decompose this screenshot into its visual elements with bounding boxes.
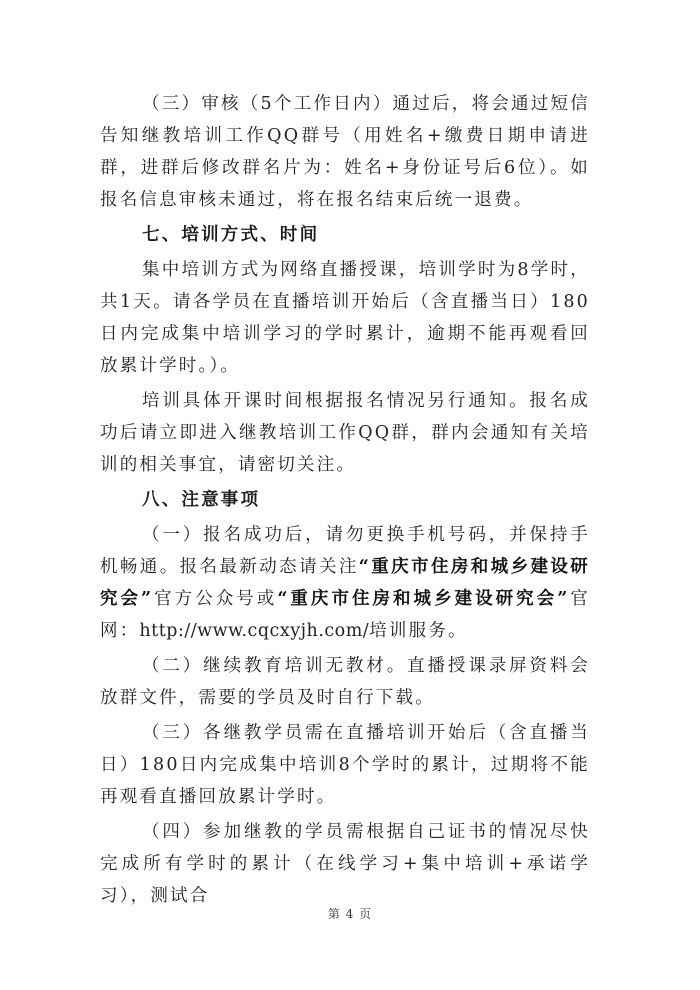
paragraph-training-schedule: 培训具体开课时间根据报名情况另行通知。报名成功后请立即进入继教培训工作QQ群，群内会通知有关培训的相关事宜，请密切关注。 <box>100 391 590 475</box>
section-heading-training-method: 七、培训方式、时间 <box>142 225 320 245</box>
section-heading-notes: 八、注意事项 <box>142 490 261 510</box>
org-name-1: “重庆市住房和城乡建设研究会” <box>100 557 590 609</box>
page-number: 第 4 页 <box>327 907 373 921</box>
paragraph-note-3: （三）各继教学员需在直播培训开始后（含直播当日）180日内完成集中培训8个学时的累计，过期将不能再观看直播回放累计学时。 <box>100 723 590 807</box>
document-body <box>100 88 590 915</box>
paragraph-note-4: （四）参加继教的学员需根据自己证书的情况尽快完成所有学时的累计（在线学习+集中培训+承诺学习），测试合 <box>100 822 590 906</box>
note-1-text-c: 官网： <box>100 589 591 641</box>
paragraph-training-method: 集中培训方式为网络直播授课，培训学时为8学时，共1天。请各学员在直播培训开始后（含直播当日）180日内完成集中培训学习的学时累计，逾期不能再观看回放累计学时。）。 <box>100 260 590 376</box>
paragraph-note-2: （二）继续教育培训无教材。直播授课录屏资料会放群文件，需要的学员及时自行下载。 <box>100 656 590 708</box>
website-link[interactable]: http://www.cqcxyjh.com/ <box>139 621 370 641</box>
org-name-2: “重庆市住房和城乡建设研究会” <box>277 589 570 609</box>
note-1-text-a: （一）报名成功后，请勿更换手机号码，并保持手机畅通。报名最新动态请关注 <box>100 525 590 577</box>
note-1-text-b: 官方公众号或 <box>153 589 278 609</box>
note-1-text-d: 培训服务。 <box>369 621 468 641</box>
paragraph-note-1 <box>100 519 590 647</box>
paragraph-review-notice: （三）审核（5个工作日内）通过后，将会通过短信告知继教培训工作QQ群号（用姓名+缴费日期申请进群，进群后修改群名片为：姓名+身份证号后6位）。如报名信息审核未通过，将在报名结束后统一退费。 <box>100 94 590 210</box>
